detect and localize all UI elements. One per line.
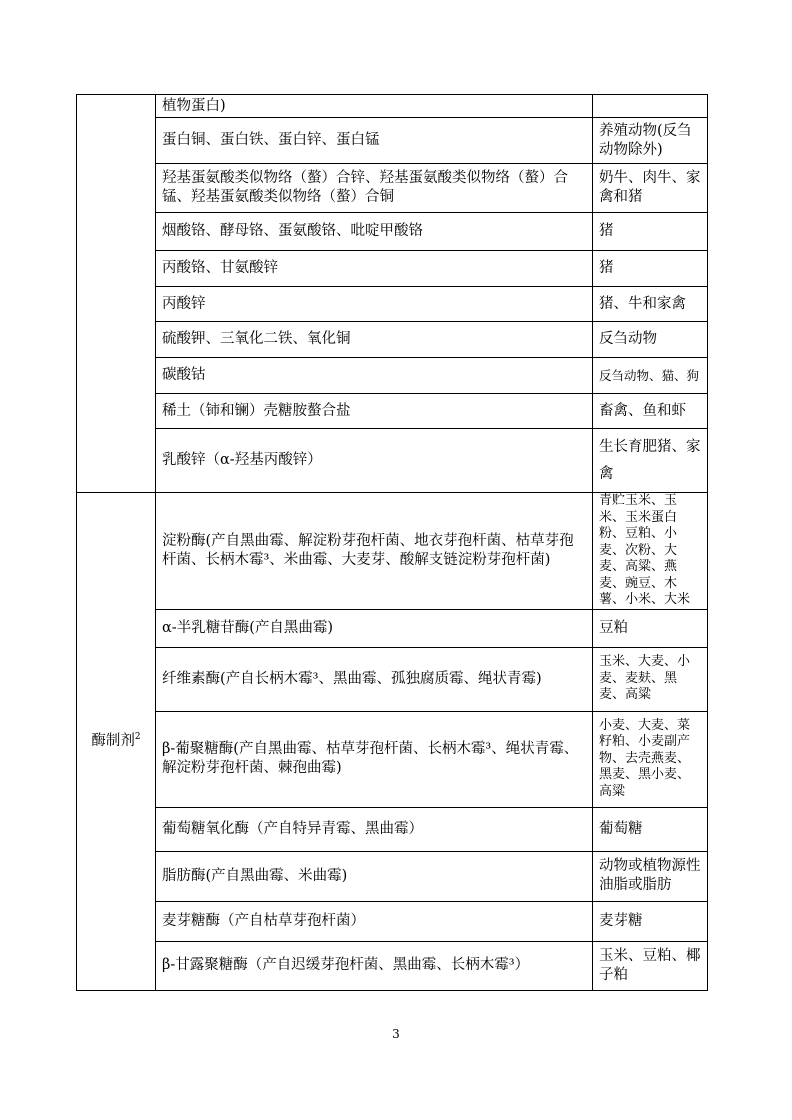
table-row xyxy=(77,287,708,322)
table-row xyxy=(77,164,708,213)
table-row xyxy=(77,711,708,807)
scope-cell: 玉米、豆粕、椰子粕 xyxy=(593,941,708,990)
additive-cell: 羟基蛋氨酸类似物络（螯）合锌、羟基蛋氨酸类似物络（螯）合锰、羟基蛋氨酸类似物络（螯）合铜 xyxy=(156,164,593,213)
additive-cell: 烟酸铬、酵母铬、蛋氨酸铬、吡啶甲酸铬 xyxy=(156,213,593,251)
table-row xyxy=(77,429,708,493)
additive-cell: 硫酸钾、三氧化二铁、氧化铜 xyxy=(156,322,593,358)
table-row xyxy=(77,322,708,358)
additive-cell: α-半乳糖苷酶(产自黑曲霉) xyxy=(156,609,593,647)
scope-cell: 葡萄糖 xyxy=(593,807,708,851)
additive-cell: 淀粉酶(产自黑曲霉、解淀粉芽孢杆菌、地衣芽孢杆菌、枯草芽孢杆菌、长柄木霉³、米曲霉、大麦芽、酸解支链淀粉芽孢杆菌) xyxy=(156,493,593,610)
scope-cell: 反刍动物、猫、狗 xyxy=(593,358,708,394)
table-row xyxy=(77,807,708,851)
table-row xyxy=(77,493,708,610)
table-row xyxy=(77,941,708,990)
table-row xyxy=(77,358,708,394)
category-label: 酶制剂 xyxy=(91,732,135,749)
category-footnote: 2 xyxy=(134,731,141,742)
table-row xyxy=(77,851,708,901)
additive-cell: 碳酸钴 xyxy=(156,358,593,394)
scope-cell xyxy=(593,95,708,118)
scope-cell: 猪 xyxy=(593,251,708,287)
scope-cell: 青贮玉米、玉米、玉米蛋白粉、豆粕、小麦、次粉、大麦、高粱、燕麦、豌豆、木薯、小米、大米 xyxy=(593,493,708,610)
scope-cell: 豆粕 xyxy=(593,609,708,647)
table-row xyxy=(77,95,708,118)
additive-cell: 蛋白铜、蛋白铁、蛋白锌、蛋白锰 xyxy=(156,118,593,164)
scope-cell: 玉米、大麦、小麦、麦麸、黑麦、高粱 xyxy=(593,647,708,711)
additive-cell: 脂肪酶(产自黑曲霉、米曲霉) xyxy=(156,851,593,901)
table-row xyxy=(77,901,708,941)
additive-cell: β-甘露聚糖酶（产自迟缓芽孢杆菌、黑曲霉、长柄木霉³） xyxy=(156,941,593,990)
category-cell xyxy=(77,95,156,493)
scope-cell: 动物或植物源性油脂或脂肪 xyxy=(593,851,708,901)
scope-cell: 猪、牛和家禽 xyxy=(593,287,708,322)
scope-cell: 反刍动物 xyxy=(593,322,708,358)
table-row xyxy=(77,251,708,287)
category-cell xyxy=(77,493,156,991)
additive-cell: 麦芽糖酶（产自枯草芽孢杆菌） xyxy=(156,901,593,941)
additive-cell: 植物蛋白) xyxy=(156,95,593,118)
additive-cell: 丙酸铬、甘氨酸锌 xyxy=(156,251,593,287)
scope-cell: 畜禽、鱼和虾 xyxy=(593,394,708,429)
scope-cell: 生长育肥猪、家禽 xyxy=(593,429,708,493)
scope-cell: 小麦、大麦、菜籽粕、小麦副产物、去壳燕麦、黑麦、黑小麦、高粱 xyxy=(593,711,708,807)
table-row xyxy=(77,394,708,429)
table-row xyxy=(77,213,708,251)
scope-cell: 奶牛、肉牛、家禽和猪 xyxy=(593,164,708,213)
table-row xyxy=(77,118,708,164)
scope-cell: 猪 xyxy=(593,213,708,251)
additive-cell: 乳酸锌（α-羟基丙酸锌） xyxy=(156,429,593,493)
table-row xyxy=(77,609,708,647)
additive-cell: 稀土（铈和镧）壳糖胺螯合盐 xyxy=(156,394,593,429)
additive-cell: 葡萄糖氧化酶（产自特异青霉、黑曲霉） xyxy=(156,807,593,851)
scope-cell: 养殖动物(反刍动物除外) xyxy=(593,118,708,164)
additive-cell: 丙酸锌 xyxy=(156,287,593,322)
additive-cell: 纤维素酶(产自长柄木霉³、黑曲霉、孤独腐质霉、绳状青霉) xyxy=(156,647,593,711)
scope-cell: 麦芽糖 xyxy=(593,901,708,941)
additive-cell: β-葡聚糖酶(产自黑曲霉、枯草芽孢杆菌、长柄木霉³、绳状青霉、解淀粉芽孢杆菌、棘孢曲霉) xyxy=(156,711,593,807)
additive-table xyxy=(76,94,708,991)
page-number: 3 xyxy=(392,1027,400,1041)
table-row xyxy=(77,647,708,711)
